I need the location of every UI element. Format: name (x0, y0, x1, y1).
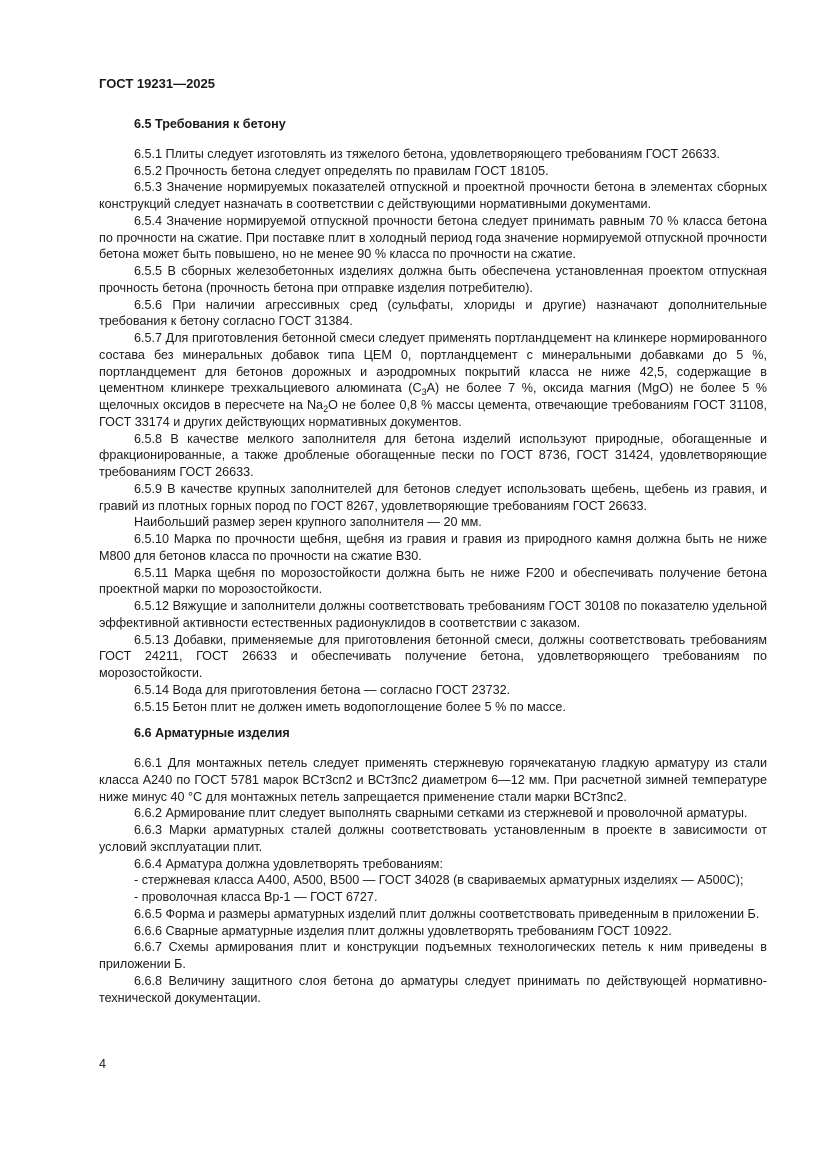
clause-6-5-8: 6.5.8 В качестве мелкого заполнителя для бетона изделий используют природные, обогащенные и фракционированные, а также дробленые обогащенные пески по ГОСТ 8736, ГОСТ 31424, удовлетворяющие требованиям ГОСТ 26633. (99, 431, 767, 479)
page-number: 4 (99, 1057, 107, 1071)
clause-6-5-4: 6.5.4 Значение нормируемой отпускной прочности бетона следует принимать равным 70 % класса бетона по прочности на сжатие. При поставке плит в холодный период года значение нормируемой отпускной прочности бетона может быть повышено, но не менее 90 % класса по прочности на сжатие. (99, 213, 767, 262)
clause-6-5-14: 6.5.14 Вода для приготовления бетона — согласно ГОСТ 23732. (134, 682, 511, 697)
clause-6-5-7-part-c: O не более 0,8 % массы цемента, отвечающие требованиям ГОСТ 31108, ГОСТ 33174 и других действующих нормативных документов. (99, 398, 767, 429)
clause-6-5-7-subscript-na2o: 2 (323, 404, 329, 414)
document-code-header: ГОСТ 19231—2025 (99, 76, 215, 91)
clause-6-6-1: 6.6.1 Для монтажных петель следует применять стержневую горячекатаную гладкую арматуру из стали класса А240 по ГОСТ 5781 марок ВСт3сп2 и ВСт3пс2 диаметром 6—12 мм. При расчетной зимней температуре ниже минус 40 °С для монтажных петель запрещается применение стали марки ВСт3пс2. (99, 756, 767, 804)
clause-6-5-12: 6.5.12 Вяжущие и заполнители должны соответствовать требованиям ГОСТ 30108 по показателю удельной эффективной активности естественных радионуклидов в соответствии с заказом. (99, 599, 767, 630)
clause-6-5-1: 6.5.1 Плиты следует изготовлять из тяжелого бетона, удовлетворяющего требованиям ГОСТ 26633. (134, 146, 721, 161)
clause-6-5-15: 6.5.15 Бетон плит не должен иметь водопоглощение более 5 % по массе. (134, 699, 566, 714)
clause-6-6-3: 6.6.3 Марки арматурных сталей должны соответствовать установленным в проекте в зависимости от условий эксплуатации плит. (99, 823, 767, 854)
section-6-5-title: 6.5 Требования к бетону (134, 117, 286, 131)
clause-6-5-5: 6.5.5 В сборных железобетонных изделиях должна быть обеспечена установленная проектом отпускная прочность бетона (прочность бетона при отправке изделия потребителю). (99, 264, 767, 295)
clause-6-5-2: 6.5.2 Прочность бетона следует определять по правилам ГОСТ 18105. (134, 163, 549, 178)
clause-6-6-5: 6.6.5 Форма и размеры арматурных изделий плит должны соответствовать приведенным в приложении Б. (134, 906, 760, 921)
clause-6-5-7-subscript-c3a: 3 (421, 387, 427, 398)
clause-6-5-11: 6.5.11 Марка щебня по морозостойкости должна быть не ниже F200 и обеспечивать получение бетона проектной марки по морозостойкости. (99, 565, 767, 597)
document-body (99, 116, 767, 1006)
clause-6-5-7-part-a: 6.5.7 Для приготовления бетонной смеси следует применять портландцемент на клинкере нормированного состава без минеральных добавок типа ЦЕМ 0, портландцемент с минеральными добавками до 5 %, портландцемент для бетонов дорожных и аэродромных покрытий класса не ниже 42,5, содержащие в цементном клинкере трехкальциевого алюмината (C (99, 331, 767, 396)
clause-6-6-6: 6.6.6 Сварные арматурные изделия плит должны удовлетворять требованиям ГОСТ 10922. (134, 923, 672, 938)
clause-6-6-8: 6.6.8 Величину защитного слоя бетона до арматуры следует принимать по действующей нормативно-технической документации. (99, 973, 767, 1005)
section-6-6-title: 6.6 Арматурные изделия (134, 726, 290, 741)
clause-6-6-2: 6.6.2 Армирование плит следует выполнять сварными сетками из стержневой и проволочной арматуры. (134, 806, 748, 821)
clause-6-6-4-list-item-wire: - проволочная класса Вр-1 — ГОСТ 6727. (134, 890, 378, 904)
clause-6-5-3: 6.5.3 Значение нормируемых показателей отпускной и проектной прочности бетона в элементах сборных конструкций следует назначать в соответствии с действующими нормативными документами. (99, 180, 767, 211)
clause-6-5-7 (99, 330, 767, 431)
clause-6-5-9-note: Наибольший размер зерен крупного заполнителя — 20 мм. (134, 515, 482, 530)
clause-6-6-4: 6.6.4 Арматура должна удовлетворять требованиям: (134, 856, 443, 871)
clause-6-5-9: 6.5.9 В качестве крупных заполнителей для бетонов следует использовать щебень, щебень из гравия, и гравий из плотных горных пород по ГОСТ 8267, удовлетворяющие требованиям ГОСТ 26633. (99, 481, 767, 513)
clause-6-5-13: 6.5.13 Добавки, применяемые для приготовления бетонной смеси, должны соответствовать требованиям ГОСТ 24211, ГОСТ 26633 и обеспечивать получение бетона, удовлетворяющего требованиям по морозостойкости. (99, 632, 767, 680)
clause-6-6-4-list-item-rod: - стержневая класса А400, А500, В500 — ГОСТ 34028 (в свариваемых арматурных изделиях — А500С); (134, 873, 744, 888)
clause-6-5-6: 6.5.6 При наличии агрессивных сред (сульфаты, хлориды и другие) назначают дополнительные требования к бетону согласно ГОСТ 31384. (99, 297, 767, 329)
clause-6-5-10: 6.5.10 Марка по прочности щебня, щебня из гравия и гравия из природного камня должна быть не ниже М800 для бетонов класса по прочности на сжатие В30. (99, 532, 767, 563)
clause-6-6-7: 6.6.7 Схемы армирования плит и конструкции подъемных технологических петель к ним приведены в приложении Б. (99, 940, 767, 971)
clause-6-5-7-part-b: A) не более 7 %, оксида магния (MgO) не более 5 % щелочных оксидов в пересчете на Na (99, 381, 767, 412)
